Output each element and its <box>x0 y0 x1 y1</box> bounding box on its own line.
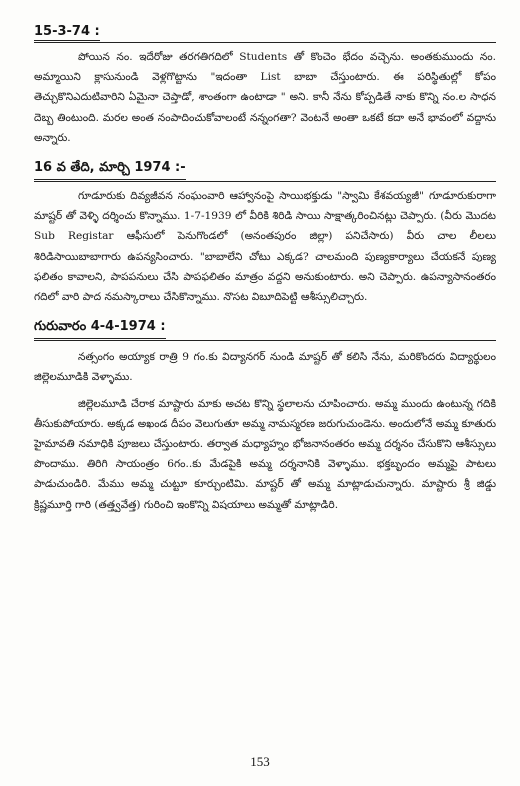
paragraph: నత్సంగం అయ్యాక రాత్రి 9 గం.కు విద్యానగర్ నుండి మాష్టర్ తో కలిసి నేను, మరికొందరు విద్యార్థులం జిల్లెలమూడికి వెళ్ళాము. <box>34 351 496 384</box>
section-heading: 16 వ తేది, మార్చి 1974 :- <box>34 160 186 180</box>
page-number: 153 <box>250 754 270 769</box>
section-3 <box>34 315 496 515</box>
document-page <box>34 20 496 515</box>
heading-rule <box>34 42 496 43</box>
paragraph: గూడూరుకు దివ్యజీవన నంఘంవారి ఆహ్వానంపై సాయిభక్తుడు "స్వామి కేశవయ్యజీ" గూడూరుకురాగా మాష్టర్ తో వెళ్ళి దర్శించు కొన్నాము. 1-7-1939 లో వీరికి శిరిడి సాయి సాక్షాత్కరించినట్లు చెప్పారు. (వీరు మొదట Sub Registar ఆఫీసులో పెనుగొండలో (అనంతపురం జిల్లా) పనిచేసారు) వీరు చాల లీలలు శిరిడిసాయిబాబాగారు ఉపన్యసించారు. "బాబాలేని చోటు ఎక్కడ? చాలమంది పుణ్యకార్యాలు చేయకనే పుణ్య ఫలితం కావాలని, పాపపనులు చేసి పాపఫలితం మాత్రం వద్దని అనుకుంటారు. అని చెప్పారు. ఉపన్యాసానంతరం గదిలో వారి పాద నమస్కారాలు చేసికొన్నాము. నొసట విబూదిపెట్టి ఆశీస్సులిచ్చారు. <box>34 190 496 304</box>
paragraph: పోయిన నం. ఇదేరోజు తరగతిగదిలో Students తో కొంచెం భేదం వచ్చెను. అంతకుముందు నం. అమ్మాయిని క్లాసునుండి వెళ్లగొట్టాను "ఇదంతా List బాబా చేస్తుంటారు. ఈ పరిస్థితుల్లో కోపం తెచ్చుకొనిఎదుటివారిని ఏమైనా చెప్తాడో, శాంతంగా ఉంటాడా " అని. కానీ నేను కోప్పడితే నాకు కొన్ని నం.ల సాధన దెబ్బ తింటుంది. మరల అంత నంపాదించుకోవాలంటే నన్నంగతా? వెంటనే అంతా ఒకటే కదా అనే భావంలో వద్దాను అన్నారు. <box>34 51 496 144</box>
section-2 <box>34 156 496 307</box>
paragraph: జిల్లెలమూడి చేరాక మాష్టారు మాకు అచట కొన్ని స్థలాలను చూపించారు. అమ్మ ముందు ఉంటున్న గదికి తీసుకుపోయారు. అక్కడ అఖండ దీపం వెలుగుతూ అమ్మ నామస్మరణ జరుగుచుండెను. అందులోనే అమ్మ కూతురు హైమావతి నమాధికి పూజలు చేస్తుంటారు. తర్వాత మధ్యాహ్నం భోజనానంతరం అమ్మ దర్శనం చేసుకొని ఆశీస్సులు పొందాము. తిరిగి సాయంత్రం 6గం..కు మేడపైకి అమ్మ దర్శనానికి వెళ్ళాము. భక్తబృందం అమ్మపై పాటలు పాడుచుండిరి. మేము అమ్మ చుట్టూ కూర్చుంటిమి. మాష్టర్ తో అమ్మ మాట్లాడుచున్నారు. మాష్టారు శ్రీ జిడ్డు క్రిష్ణమూర్తి గారి (తత్త్వవేత్త) గురించి ఇంకొన్ని విషయాలు అమ్మతో మాట్లాడిరి. <box>34 397 496 511</box>
section-heading: గురువారం 4-4-1974 : <box>34 319 166 339</box>
section-heading: 15-3-74 : <box>34 24 100 39</box>
section-1 <box>34 20 496 148</box>
heading-rule <box>34 181 496 182</box>
heading-rule <box>34 340 496 341</box>
